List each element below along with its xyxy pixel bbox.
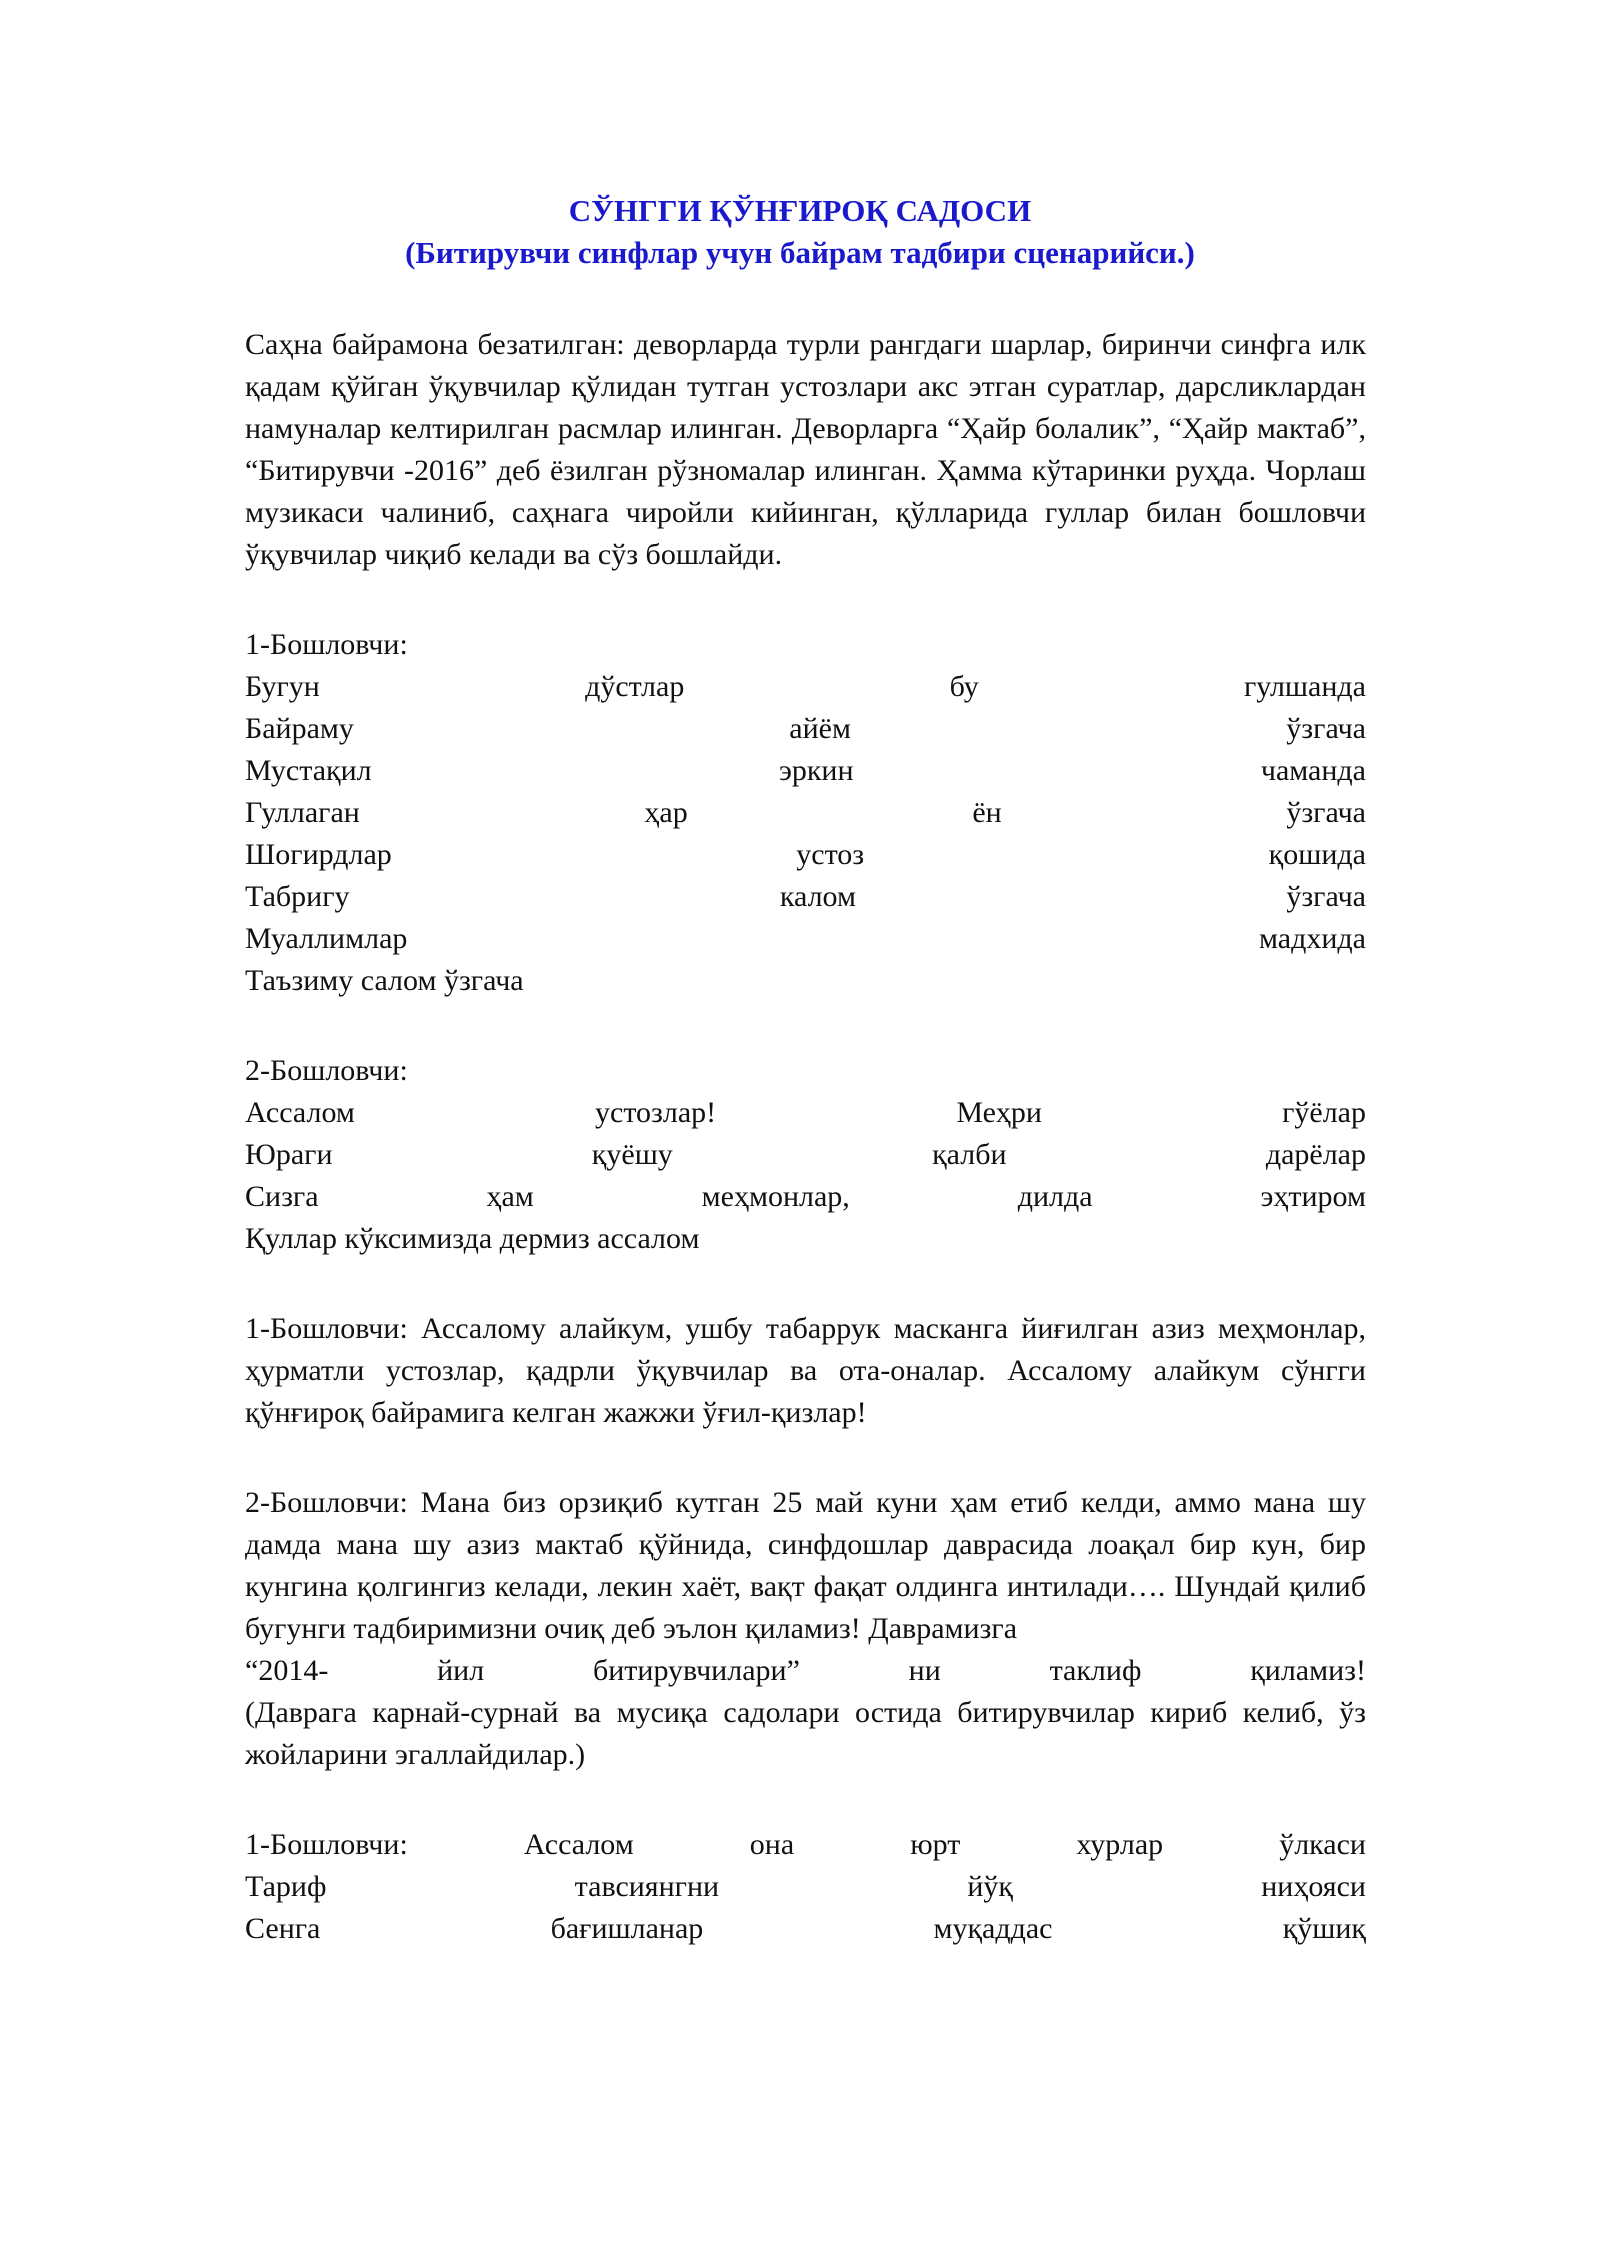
word: айём bbox=[789, 712, 851, 745]
verse2-last-line: Қуллар кўксимизда дермиз ассалом bbox=[245, 1222, 700, 1255]
word: Байраму bbox=[245, 712, 354, 745]
word: Меҳри bbox=[956, 1096, 1042, 1129]
word: юрт bbox=[910, 1828, 961, 1861]
word: бу bbox=[949, 670, 979, 703]
spread-line bbox=[245, 1650, 1366, 1692]
word: дилда bbox=[1017, 1180, 1093, 1213]
paragraph-2-end: (Даврага карнай-сурнай ва мусиқа садолари остида битирувчилар кириб келиб, ўз жойларини эгаллайдилар.) bbox=[245, 1696, 1366, 1771]
word: ён bbox=[972, 796, 1002, 829]
verse1-last-line: Таъзиму салом ўзгача bbox=[245, 964, 524, 997]
word: Бугун bbox=[245, 670, 320, 703]
word: ўлкаси bbox=[1279, 1828, 1366, 1861]
verse2-line bbox=[245, 1134, 1366, 1176]
verse3-line bbox=[245, 1824, 1366, 1866]
word: ни bbox=[908, 1654, 941, 1687]
word: дўстлар bbox=[585, 670, 685, 703]
word: Сенга bbox=[245, 1912, 321, 1945]
word: она bbox=[749, 1828, 795, 1861]
paragraph-2-spread-line bbox=[245, 1650, 1366, 1692]
paragraph-1: 1-Бошловчи: Ассалому алайкум, ушбу табаррук масканга йиғилган азиз меҳмонлар, ҳурматли устозлар, қадрли ўқувчилар ва ота-оналар. Ассалому алайкум сўнгги қўнғироқ байрамига келган жажжи ўғил-қизлар! bbox=[245, 1312, 1366, 1429]
word: тавсиянгни bbox=[574, 1870, 720, 1903]
verse1-line bbox=[245, 666, 1366, 708]
word: ўзгача bbox=[1286, 880, 1366, 913]
word: ҳар bbox=[644, 796, 688, 829]
word: Табригу bbox=[245, 880, 350, 913]
word: дарёлар bbox=[1265, 1138, 1366, 1171]
word: ўзгача bbox=[1286, 796, 1366, 829]
word: мадхида bbox=[1259, 922, 1366, 955]
word: устозлар! bbox=[595, 1096, 717, 1129]
intro-paragraph: Саҳна байрамона безатилган: деворларда турли рангдаги шарлар, биринчи синфга илк қадам қўйган ўқувчилар қўлидан тутган устозлари акс этган суратлар, дарсликлардан намуналар келтирилган расмлар илинган. Деворларга “Ҳайр болалик”, “Ҳайр мактаб”, “Битирувчи -2016” деб ёзилган рўзномалар илинган. Ҳамма кўтаринки руҳда. Чорлаш музикаси чалиниб, саҳнага чиройли кийинган, қўлларида гуллар билан бошловчи ўқувчилар чиқиб келади ва сўз бошлайди. bbox=[245, 328, 1366, 571]
word: калом bbox=[779, 880, 856, 913]
word: Юраги bbox=[245, 1138, 333, 1171]
verse2-line bbox=[245, 1176, 1366, 1218]
word: Шогирдлар bbox=[245, 838, 392, 871]
word: устоз bbox=[796, 838, 865, 871]
word: битирувчилари” bbox=[592, 1654, 800, 1687]
word: ҳам bbox=[486, 1180, 534, 1213]
verse2-lines bbox=[245, 1092, 1366, 1218]
word: қўшиқ bbox=[1282, 1912, 1366, 1945]
word: Ассалом bbox=[245, 1096, 355, 1129]
word: таклиф bbox=[1049, 1654, 1142, 1687]
document-body bbox=[245, 324, 1366, 1950]
word: гўёлар bbox=[1282, 1096, 1366, 1129]
verse1-line bbox=[245, 834, 1366, 876]
document-title: СЎНГГИ ҚЎНҒИРОҚ САДОСИ bbox=[568, 193, 1032, 228]
word: йўқ bbox=[967, 1870, 1013, 1903]
word: “2014- bbox=[245, 1654, 329, 1687]
document-subtitle: (Битирувчи синфлар учун байрам тадбири сценарийси.) bbox=[405, 235, 1195, 270]
word: муқаддас bbox=[933, 1912, 1053, 1945]
word: қошида bbox=[1268, 838, 1366, 871]
title-block bbox=[0, 190, 1600, 274]
verse2-line bbox=[245, 1092, 1366, 1134]
word: ўзгача bbox=[1286, 712, 1366, 745]
word: Гуллаган bbox=[245, 796, 360, 829]
word: Муаллимлар bbox=[245, 922, 408, 955]
word: бағишланар bbox=[550, 1912, 704, 1945]
verse1-line bbox=[245, 918, 1366, 960]
word: ниҳояси bbox=[1261, 1870, 1366, 1903]
verse1-lines bbox=[245, 666, 1366, 960]
word: эркин bbox=[778, 754, 854, 787]
verse3-line bbox=[245, 1866, 1366, 1908]
verse2-speaker: 2-Бошловчи: bbox=[245, 1054, 408, 1087]
word: қиламиз! bbox=[1250, 1654, 1366, 1687]
verse1-line bbox=[245, 708, 1366, 750]
verse3-lines bbox=[245, 1824, 1366, 1950]
word: эҳтиром bbox=[1260, 1180, 1366, 1213]
word: Тариф bbox=[245, 1870, 327, 1903]
word: қуёшу bbox=[591, 1138, 673, 1171]
word: хурлар bbox=[1076, 1828, 1164, 1861]
verse1-line bbox=[245, 750, 1366, 792]
word: 1-Бошловчи: bbox=[245, 1828, 408, 1861]
word: қалби bbox=[932, 1138, 1007, 1171]
word: Ассалом bbox=[523, 1828, 634, 1861]
word: чаманда bbox=[1260, 754, 1366, 787]
word: гулшанда bbox=[1243, 670, 1366, 703]
verse1-line bbox=[245, 876, 1366, 918]
word: Мустақил bbox=[245, 754, 372, 787]
verse1-speaker: 1-Бошловчи: bbox=[245, 628, 408, 661]
paragraph-2: 2-Бошловчи: Мана биз орзиқиб кутган 25 май куни ҳам етиб келди, аммо мана шу дамда мана шу азиз мактаб қўйнида, синфдошлар даврасида лоақал бир кун, бир кунгина қолгингиз келади, лекин хаёт, вақт фақат олдинга интилади…. Шундай қилиб бугунги тадбиримизни очиқ деб эълон қиламиз! Даврамизга bbox=[245, 1486, 1366, 1645]
verse1-line bbox=[245, 792, 1366, 834]
word: йил bbox=[437, 1654, 485, 1687]
verse3-line bbox=[245, 1908, 1366, 1950]
word: Сизга bbox=[245, 1180, 319, 1213]
word: меҳмонлар, bbox=[701, 1180, 850, 1213]
